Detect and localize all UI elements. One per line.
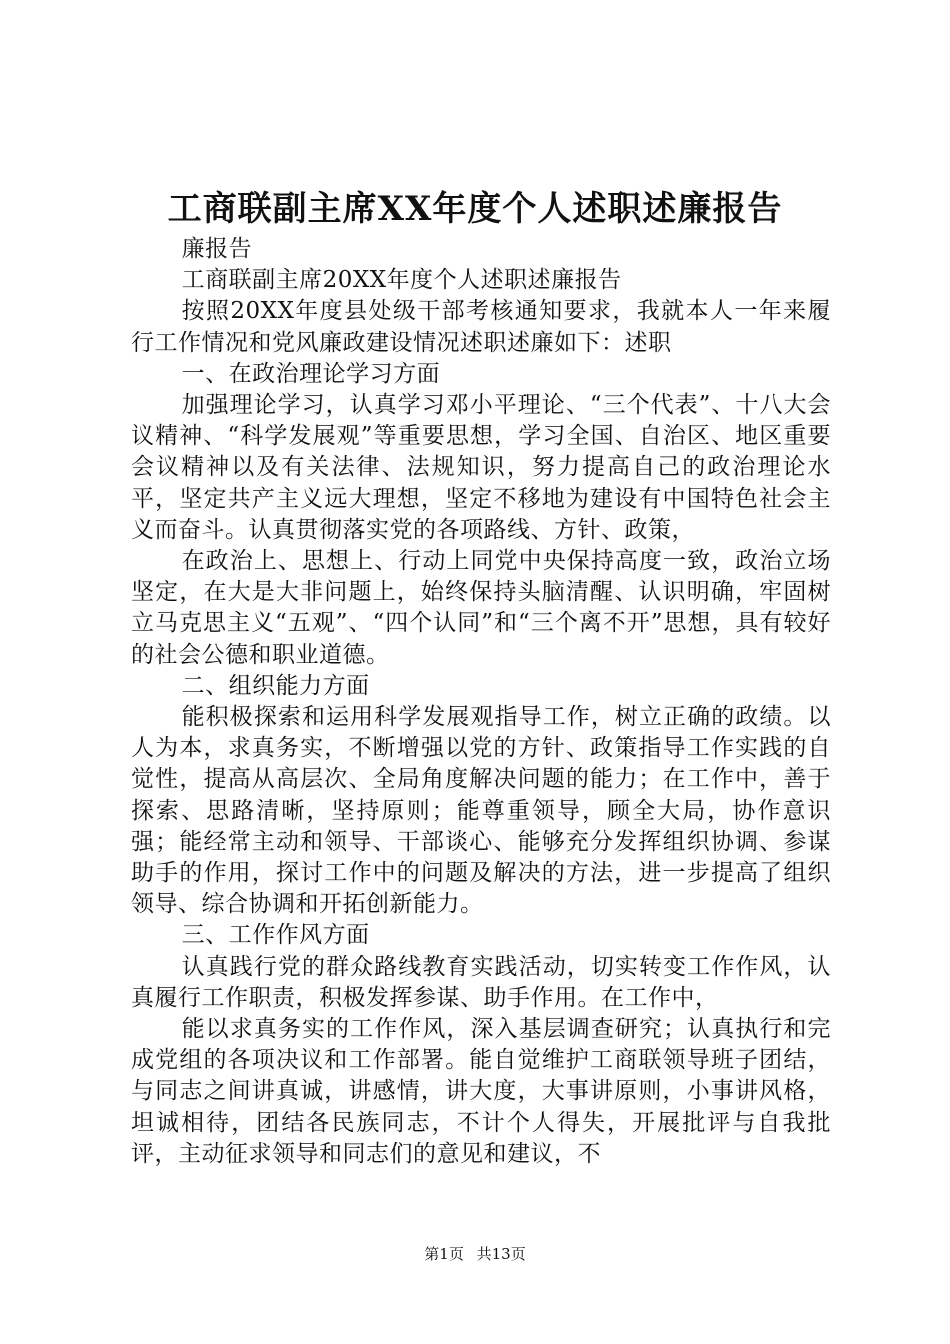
paragraph: 认真践行党的群众路线教育实践活动，切实转变工作作风，认真履行工作职责，积极发挥参谋、助手作用。在工作中，: [131, 953, 831, 1011]
paragraph: 能积极探索和运用科学发展观指导工作，树立正确的政绩。以人为本，求真务实，不断增强以党的方针、政策指导工作实践的自觉性，提高从高层次、全局角度解决问题的能力；在工作中，善于探索、思路清晰，坚持原则；能尊重领导，顾全大局，协作意识强；能经常主动和领导、干部谈心、能够充分发挥组织协调、参谋助手的作用，探讨工作中的问题及解决的方法，进一步提高了组织领导、综合协调和开拓创新能力。: [131, 704, 831, 918]
page-footer: [0, 1242, 950, 1266]
paragraph: 加强理论学习，认真学习邓小平理论、“三个代表”、十八大会议精神、“科学发展观”等重要思想，学习全国、自治区、地区重要会议精神以及有关法律、法规知识，努力提高自己的政治理论水平，坚定共产主义远大理想，坚定不移地为建设有中国特色社会主义而奋斗。认真贯彻落实党的各项路线、方针、政策，: [131, 392, 831, 543]
document-title: 工商联副主席XX年度个人述职述廉报告: [167, 189, 783, 229]
section-heading: 一、在政治理论学习方面: [181, 360, 441, 387]
section-heading: 二、组织能力方面: [181, 672, 370, 699]
paragraph: 廉报告: [181, 236, 253, 262]
section-heading: 三、工作作风方面: [181, 922, 370, 949]
page-number: 第1页: [424, 1245, 464, 1263]
document-body: [131, 234, 831, 1170]
paragraph: 工商联副主席20XX年度个人述职述廉报告: [181, 267, 622, 294]
paragraph: 能以求真务实的工作作风，深入基层调查研究；认真执行和完成党组的各项决议和工作部署。能自觉维护工商联领导班子团结，与同志之间讲真诚，讲感情，讲大度，大事讲原则，小事讲风格，坦诚相待，团结各民族同志，不计个人得失，开展批评与自我批评，主动征求领导和同志们的意见和建议，不: [131, 1016, 831, 1167]
paragraph: 在政治上、思想上、行动上同党中央保持高度一致，政治立场坚定，在大是大非问题上，始终保持头脑清醒、认识明确，牢固树立马克思主义“五观”、“四个认同”和“三个离不开”思想，具有较好的社会公德和职业道德。: [131, 548, 831, 668]
paragraph: 按照20XX年度县处级干部考核通知要求，我就本人一年来履行工作情况和党风廉政建设情况述职述廉如下：述职: [131, 298, 831, 356]
page-total: 共13页: [476, 1245, 526, 1263]
